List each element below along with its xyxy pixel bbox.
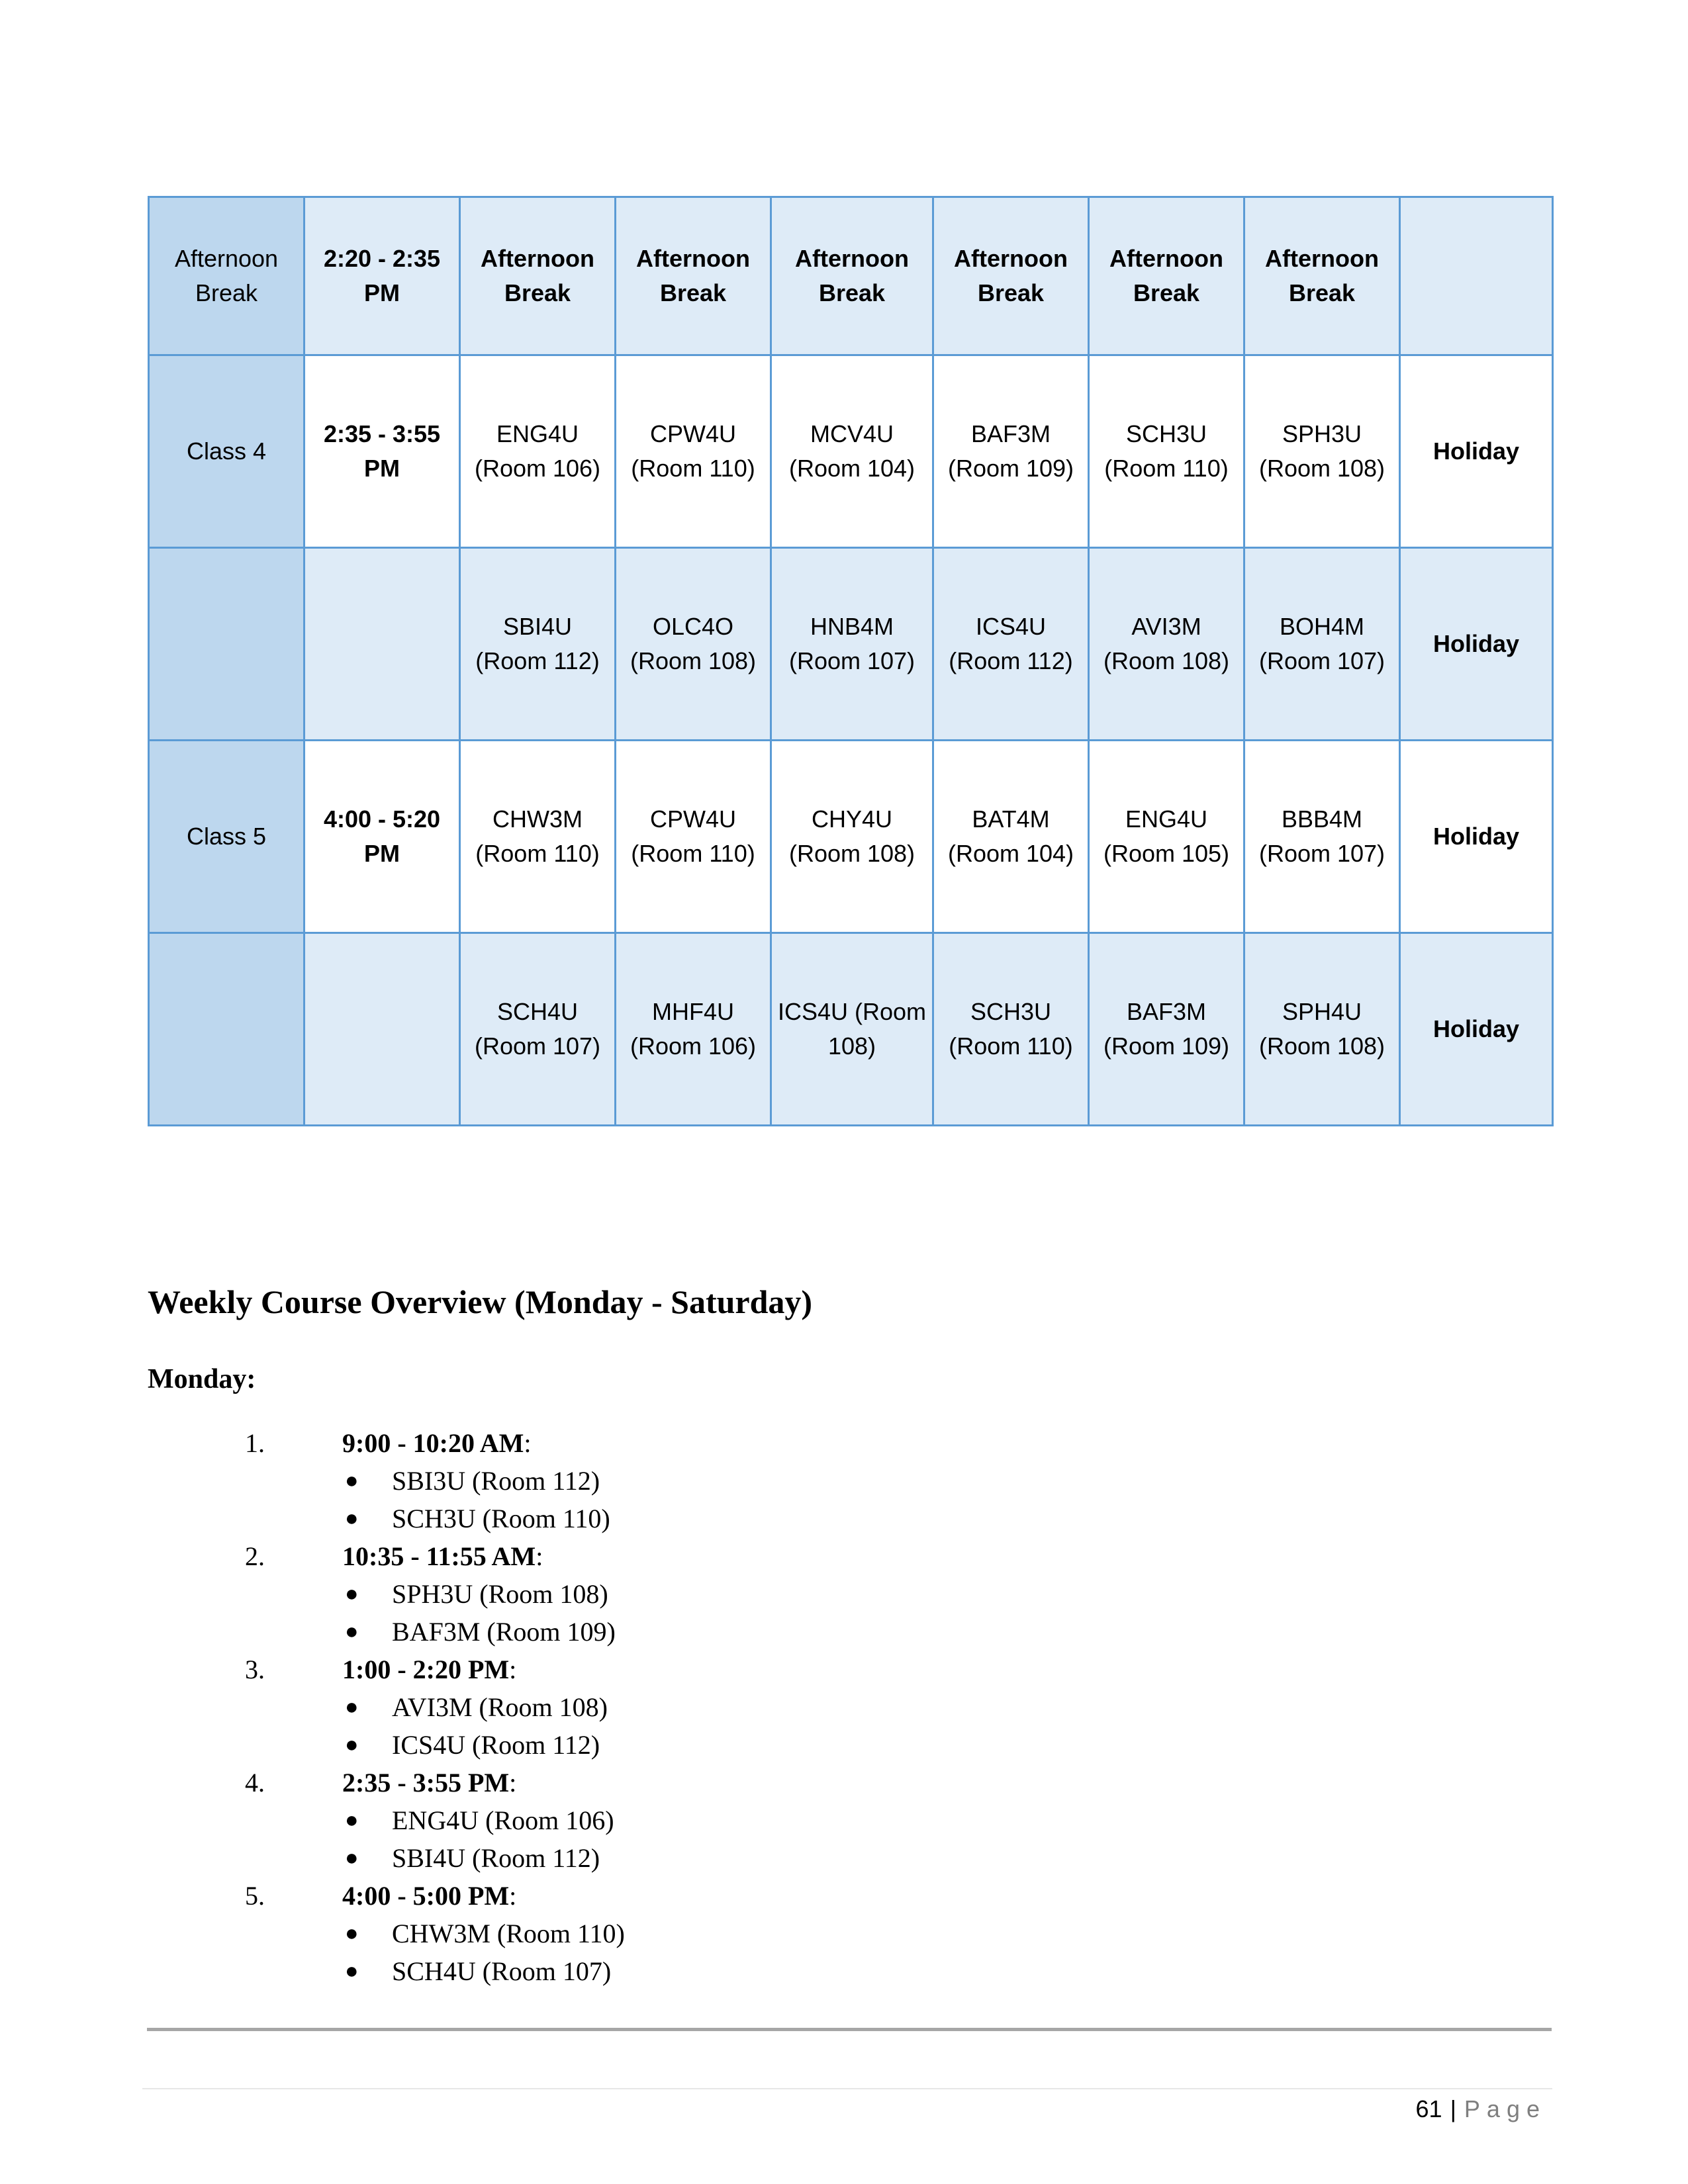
course-text: SBI3U (Room 112) [392,1466,600,1496]
course-text: SCH4U (Room 107) [392,1956,612,1986]
day-heading: Monday: [148,1364,256,1394]
page-number: 61 [1415,2095,1442,2122]
footer-divider [142,2088,1552,2089]
footer-separator: | [1450,2095,1456,2122]
course-cell: OLC4O (Room 108) [616,548,771,741]
schedule-table [148,196,1554,1126]
course-cell: SCH4U (Room 107) [460,933,616,1126]
course-cell: ICS4U (Room 112) [933,548,1089,741]
section-heading: Weekly Course Overview (Monday - Saturday) [148,1283,813,1320]
time-cell [305,933,460,1126]
course-list-item [0,1726,1688,1764]
course-list-item [0,1462,1688,1500]
course-text: SCH3U (Room 110) [392,1504,610,1533]
course-cell: Afternoon Break [933,197,1089,355]
course-cell: CPW4U (Room 110) [616,355,771,548]
slot-time: 1:00 - 2:20 PM [342,1655,510,1684]
course-cell: ENG4U (Room 105) [1089,741,1244,933]
course-cell: CHY4U (Room 108) [771,741,933,933]
course-text: ENG4U (Room 106) [392,1805,614,1835]
time-slot [0,1651,1688,1688]
course-cell: Afternoon Break [1244,197,1400,355]
slot-time-wrap: 2:35 - 3:55 PM: [342,1768,517,1797]
period-label-cell: Class 5 [149,741,305,933]
course-list-item [0,1688,1688,1726]
course-cell: MHF4U (Room 106) [616,933,771,1126]
course-cell: MCV4U (Room 104) [771,355,933,548]
course-cell: BAF3M (Room 109) [1089,933,1244,1126]
slot-time: 10:35 - 11:55 AM [342,1541,536,1571]
course-cell: BAF3M (Room 109) [933,355,1089,548]
course-cell: BOH4M (Room 107) [1244,548,1400,741]
bullet-icon: ● [345,1695,359,1719]
slot-time-wrap: 9:00 - 10:20 AM: [342,1428,532,1458]
holiday-cell: Holiday [1400,741,1553,933]
course-list-item [0,1839,1688,1877]
schedule-row [149,548,1553,741]
course-text: SBI4U (Room 112) [392,1843,600,1873]
course-list-item [0,1801,1688,1839]
time-cell: 2:20 - 2:35 PM [305,197,460,355]
period-label-cell [149,933,305,1126]
slot-number: 5. [245,1881,265,1911]
course-cell: Afternoon Break [460,197,616,355]
schedule-row [149,933,1553,1126]
page-label: Page [1464,2095,1546,2122]
course-cell: SPH4U (Room 108) [1244,933,1400,1126]
slot-time-wrap: 4:00 - 5:00 PM: [342,1881,517,1911]
course-text: ICS4U (Room 112) [392,1730,600,1760]
course-list-item [0,1575,1688,1613]
slot-number: 2. [245,1541,265,1571]
course-list-item [0,1915,1688,1952]
bullet-icon: ● [345,1808,359,1833]
bullet-icon: ● [345,1506,359,1531]
course-list-item [0,1500,1688,1537]
schedule-row [149,197,1553,355]
bullet-icon: ● [345,1846,359,1870]
course-cell: AVI3M (Room 108) [1089,548,1244,741]
slot-number: 4. [245,1768,265,1797]
period-label-cell: Class 4 [149,355,305,548]
period-label-cell [149,548,305,741]
time-slot [0,1537,1688,1575]
course-cell: CHW3M (Room 110) [460,741,616,933]
holiday-cell: Holiday [1400,933,1553,1126]
slot-time: 9:00 - 10:20 AM [342,1428,524,1458]
schedule-row [149,741,1553,933]
course-cell: SCH3U (Room 110) [1089,355,1244,548]
bullet-icon: ● [345,1582,359,1606]
course-text: SPH3U (Room 108) [392,1579,608,1609]
course-text: BAF3M (Room 109) [392,1617,616,1647]
time-slot [0,1424,1688,1462]
holiday-cell: Holiday [1400,548,1553,741]
course-text: CHW3M (Room 110) [392,1919,625,1948]
schedule-body [149,197,1553,1126]
bullet-icon: ● [345,1733,359,1757]
course-cell: SCH3U (Room 110) [933,933,1089,1126]
holiday-cell [1400,197,1553,355]
course-cell: ICS4U (Room 108) [771,933,933,1126]
course-cell: BAT4M (Room 104) [933,741,1089,933]
time-slot [0,1764,1688,1801]
course-cell: BBB4M (Room 107) [1244,741,1400,933]
horizontal-rule [147,2028,1552,2031]
slot-number: 3. [245,1655,265,1684]
slot-time-wrap: 1:00 - 2:20 PM: [342,1655,517,1684]
time-slot [0,1877,1688,1915]
course-text: AVI3M (Room 108) [392,1692,608,1722]
schedule-row [149,355,1553,548]
slot-time: 2:35 - 3:55 PM [342,1768,510,1797]
bullet-icon: ● [345,1959,359,1983]
course-cell: ENG4U (Room 106) [460,355,616,548]
monday-slot-list [0,1424,1688,1990]
period-label-cell: Afternoon Break [149,197,305,355]
slot-time-wrap: 10:35 - 11:55 AM: [342,1541,543,1571]
time-cell: 4:00 - 5:20 PM [305,741,460,933]
bullet-icon: ● [345,1469,359,1493]
slot-number: 1. [245,1428,265,1458]
time-cell: 2:35 - 3:55 PM [305,355,460,548]
course-cell: SBI4U (Room 112) [460,548,616,741]
page-footer [1416,2095,1546,2123]
bullet-icon: ● [345,1921,359,1946]
time-cell [305,548,460,741]
course-cell: HNB4M (Room 107) [771,548,933,741]
bullet-icon: ● [345,1619,359,1644]
course-cell: Afternoon Break [616,197,771,355]
course-cell: Afternoon Break [1089,197,1244,355]
course-list-item [0,1613,1688,1651]
course-list-item [0,1952,1688,1990]
course-cell: SPH3U (Room 108) [1244,355,1400,548]
course-cell: Afternoon Break [771,197,933,355]
slot-time: 4:00 - 5:00 PM [342,1881,510,1911]
course-cell: CPW4U (Room 110) [616,741,771,933]
holiday-cell: Holiday [1400,355,1553,548]
